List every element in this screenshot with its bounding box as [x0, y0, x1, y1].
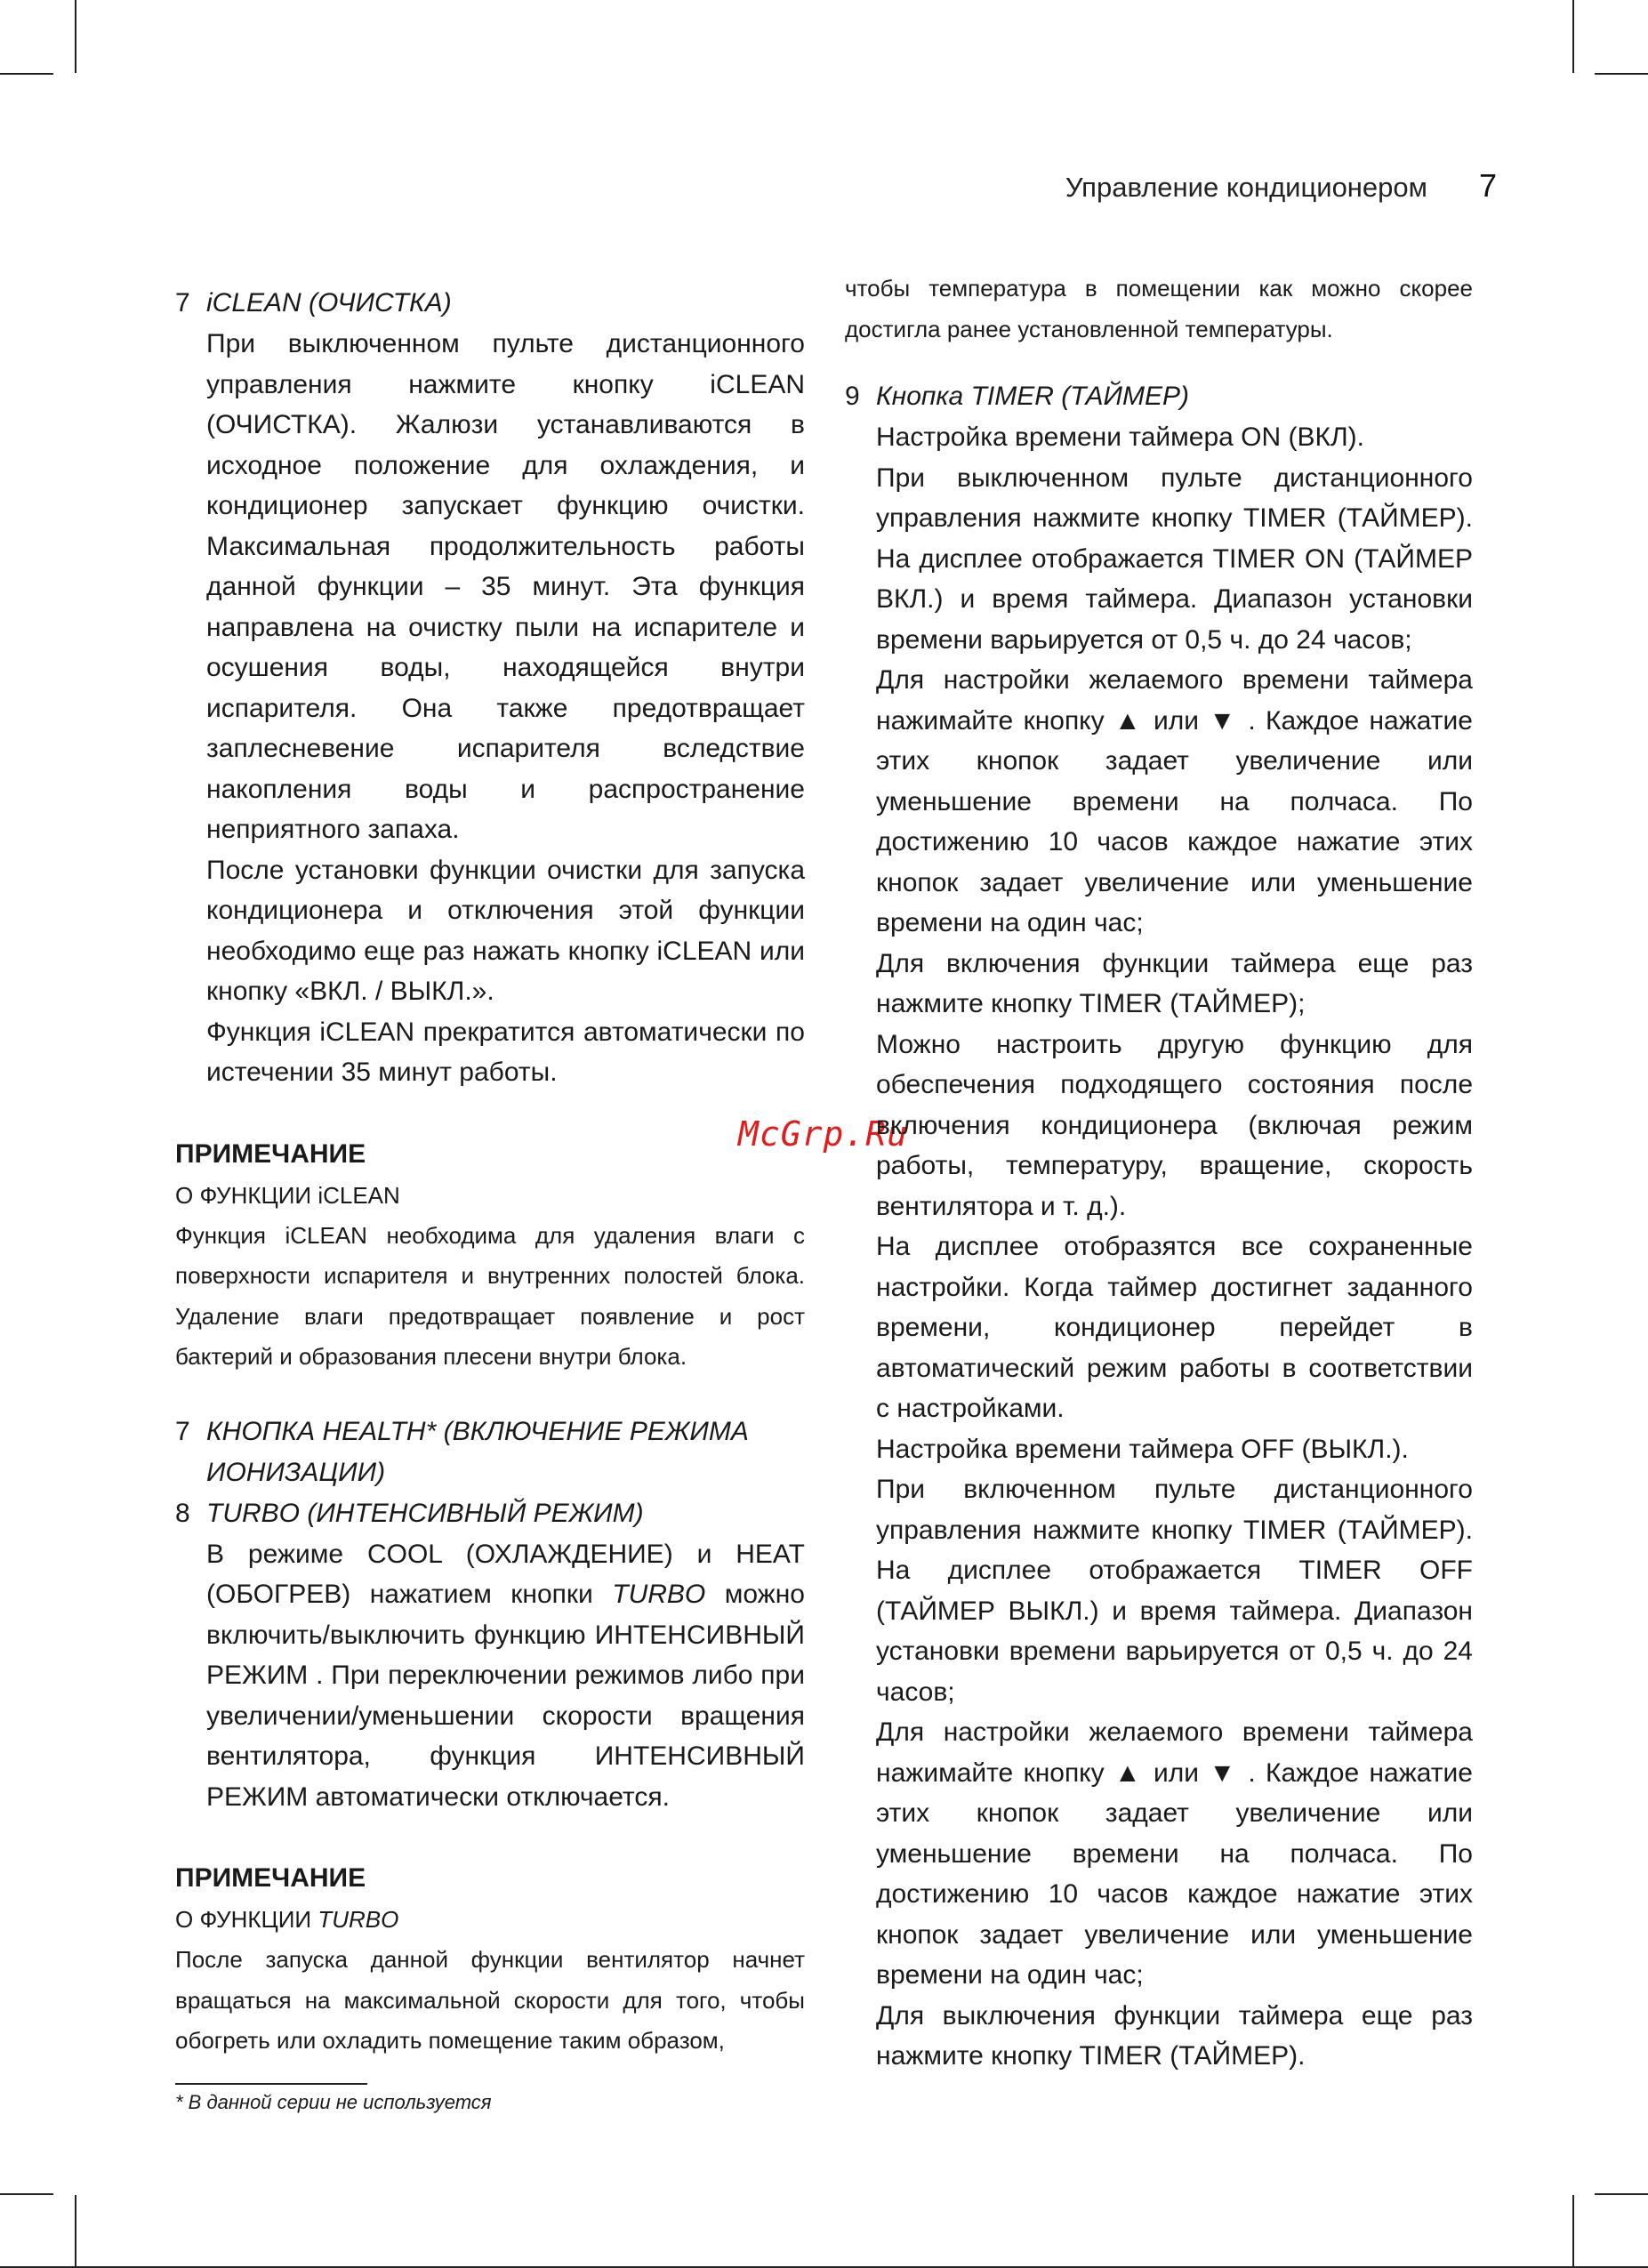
text-run-italic: TURBO: [318, 1906, 399, 1933]
paragraph: чтобы температура в помещении как можно скорее достигла ранее установленной температуры.: [845, 275, 1473, 342]
note-title: ПРИМЕЧАНИЕ: [175, 1863, 366, 1893]
crop-mark: [75, 2195, 76, 2268]
page-header: [1065, 167, 1497, 205]
section-number: 9: [845, 382, 860, 411]
continuation-text: [845, 269, 1473, 350]
crop-mark: [75, 0, 76, 73]
section-health-heading: [175, 1411, 805, 1493]
section-timer-heading: [845, 376, 1473, 417]
note-text: [175, 1940, 805, 2062]
crop-mark: [1595, 73, 1648, 75]
section-turbo-body: [206, 1534, 805, 1818]
paragraph: После установки функции очистки для запуска кондиционера и отключения этой функции необходимо еще раз нажать кнопку iCLEAN или кнопку «ВКЛ. / ВЫКЛ.».: [206, 855, 805, 1006]
crop-mark: [1572, 2195, 1574, 2268]
paragraph: При выключенном пульте дистанционного управления нажмите кнопку iCLEAN (ОЧИСТКА). Жалюзи устанавливаются в исходное положение для охлаждения, и кондиционер запускает функцию очистки. Максимальная продолжительность работы данной функции – 35 минут. Эта функция направлена на очистку пыли на испарителе и осушения воды, находящейся внутри испарителя. Она также предотвращает заплесневение испарителя вследствие накопления воды и распространение неприятного запаха.: [206, 329, 805, 844]
paragraph: При выключенном пульте дистанционного управления нажмите кнопку TIMER (ТАЙМЕР). На дисплее отображается TIMER ON (ТАЙМЕР ВКЛ.) и время таймера. Диапазон установки времени варьируется от 0,5 ч. до 24 часов;: [876, 462, 1473, 655]
paragraph: Настройка времени таймера OFF (ВЫКЛ.).: [876, 1434, 1409, 1464]
right-column: [845, 269, 1473, 2077]
left-column: [175, 283, 805, 2120]
crop-mark: [0, 2193, 53, 2195]
paragraph: Функция iCLEAN необходима для удаления влаги с поверхности испарителя и внутренних полостей блока. Удаление влаги предотвращает появление и рост бактерий и образования плесени внутри блока.: [175, 1221, 805, 1370]
note-text: [175, 1216, 805, 1378]
paragraph: На дисплее отобразятся все сохраненные настройки. Когда таймер достигнет заданного времени, кондиционер перейдет в автоматический режим работы в соответствии с настройками.: [876, 1232, 1473, 1423]
text-run: можно включить/выключить функцию ИНТЕНСИВНЫЙ РЕЖИМ . При переключении режимов либо при увеличении/уменьшении скорости вращения вентилятора, функция ИНТЕНСИВНЫЙ РЕЖИМ автоматически отключается.: [206, 1580, 805, 1812]
section-title: iCLEAN (ОЧИСТКА): [206, 288, 452, 318]
paragraph: Для включения функции таймера еще раз нажмите кнопку TIMER (ТАЙМЕР);: [876, 948, 1473, 1018]
crop-mark: [0, 73, 53, 75]
page-title: Управление кондиционером: [1065, 172, 1427, 203]
note-subtitle: О ФУНКЦИИ iCLEAN: [175, 1181, 400, 1209]
text-run-italic: TURBO: [612, 1580, 706, 1609]
paragraph: Настройка времени таймера ON (ВКЛ).: [876, 422, 1364, 452]
section-title: TURBO (ИНТЕНСИВНЫЙ РЕЖИМ): [206, 1498, 644, 1528]
section-number: 7: [175, 1416, 190, 1446]
text-run: В режиме COOL (ОХЛАЖДЕНИЕ) и HEAT (ОБОГРЕВ) нажатием кнопки: [206, 1539, 805, 1609]
page-number: 7: [1478, 167, 1497, 204]
paragraph: Функция iCLEAN прекратится автоматически по истечении 35 минут работы.: [206, 1017, 805, 1087]
section-iclean-heading: [175, 283, 805, 324]
section-title: КНОПКА HEALTH* (ВКЛЮЧЕНИЕ РЕЖИМА ИОНИЗАЦИИ): [206, 1416, 749, 1487]
watermark: McGrp.Ru: [738, 1114, 909, 1154]
section-timer-body: [876, 417, 1473, 2077]
section-title: Кнопка TIMER (ТАЙМЕР): [876, 382, 1190, 411]
section-number: 8: [175, 1498, 190, 1528]
crop-mark: [1572, 0, 1574, 73]
paragraph: [206, 1534, 805, 1818]
crop-mark: [1595, 2193, 1648, 2195]
section-number: 7: [175, 288, 190, 318]
paragraph: Для настройки желаемого времени таймера нажимайте кнопку ▲ или ▼ . Каждое нажатие этих кнопок задает увеличение или уменьшение времени на полчаса. По достижению 10 часов каждое нажатие этих кнопок задает увеличение или уменьшение времени на один час;: [876, 1717, 1473, 1990]
paragraph: Для настройки желаемого времени таймера нажимайте кнопку ▲ или ▼ . Каждое нажатие этих кнопок задает увеличение или уменьшение времени на полчаса. По достижению 10 часов каждое нажатие этих кнопок задает увеличение или уменьшение времени на один час;: [876, 665, 1473, 937]
footnote: * В данной серии не используется: [175, 2090, 492, 2113]
paragraph: Для выключения функции таймера еще раз нажмите кнопку TIMER (ТАЙМЕР).: [876, 2000, 1473, 2071]
note-title: ПРИМЕЧАНИЕ: [175, 1138, 366, 1169]
paragraph: Можно настроить другую функцию для обеспечения подходящего состояния после включения кондиционера (включая режим работы, температуру, вращение, скорость вентилятора и т. д.).: [876, 1029, 1473, 1221]
paragraph: После запуска данной функции вентилятор начнет вращаться на максимальной скорости для того, чтобы обогреть или охладить помещение таким образом,: [175, 1946, 805, 2054]
paragraph: При включенном пульте дистанционного управления нажмите кнопку TIMER (ТАЙМЕР). На дисплее отображается TIMER OFF (ТАЙМЕР ВЫКЛ.) и время таймера. Диапазон установки времени варьируется от 0,5 ч. до 24 часов;: [876, 1475, 1473, 1707]
text-run: О ФУНКЦИИ: [175, 1906, 312, 1933]
section-turbo-heading: [175, 1493, 805, 1534]
section-iclean-body: [206, 324, 805, 1093]
note-subtitle: [175, 1899, 805, 1940]
